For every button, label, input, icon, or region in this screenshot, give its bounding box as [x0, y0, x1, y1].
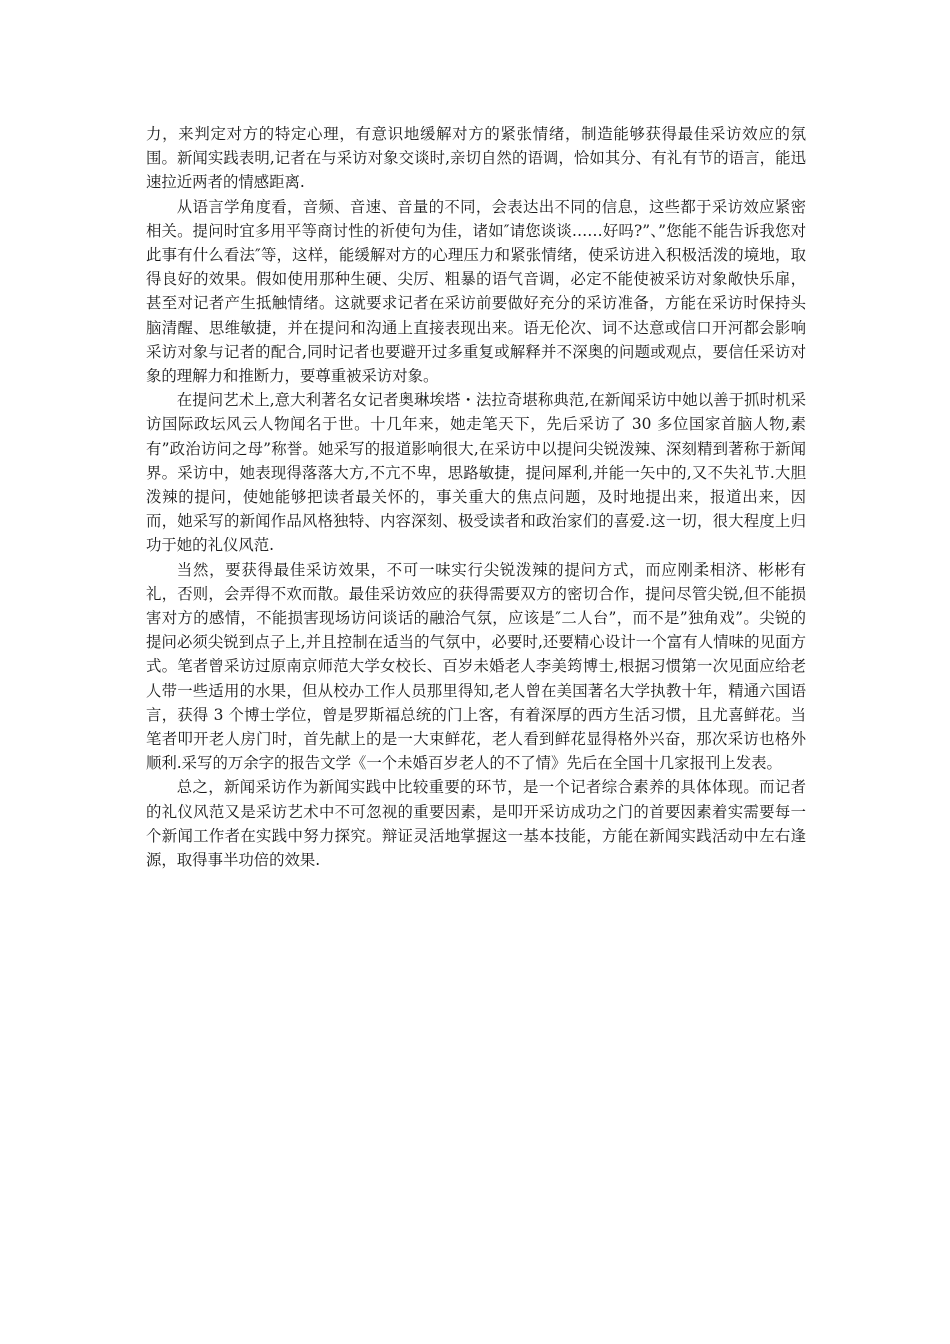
- paragraph-fallaci: 在提问艺术上,意大利著名女记者奥琳埃塔・法拉奇堪称典范,在新闻采访中她以善于抓时机采访国际政坛风云人物闻名于世。十几年来，她走笔天下，先后采访了 30 多位国家首脑人物,素有”政治访问之母”称誉。她采写的报道影响很大,在采访中以提问尖锐泼辣、深刻精到著称于新闻界。采访中，她表现得落落大方,不亢不卑，思路敏捷，提问犀利,并能一矢中的,又不失礼节.大胆泼辣的提问，使她能够把读者最关怀的，事关重大的焦点问题，及时地提出来，报道出来，因而，她采写的新闻作品风格独特、内容深刻、极受读者和政治家们的喜爱.这一切，很大程度上归功于她的礼仪风范.: [146, 391, 806, 555]
- paragraph-conclusion: 总之，新闻采访作为新闻实践中比较重要的环节，是一个记者综合素养的具体体现。而记者的礼仪风范又是采访艺术中不可忽视的重要因素，是叩开采访成功之门的首要因素着实需要每一个新闻工作者在实践中努力探究。辩证灵活地掌握这一基本技能，方能在新闻实践活动中左右逢源，取得事半功倍的效果.: [146, 778, 806, 870]
- paragraph-continuation: 力，来判定对方的特定心理，有意识地缓解对方的紧张情绪，制造能够获得最佳采访效应的氛围。新闻实践表明,记者在与采访对象交谈时,亲切自然的语调，恰如其分、有礼有节的语言，能迅速拉近两者的情感距离.: [146, 125, 806, 192]
- paragraph-balance: 当然，要获得最佳采访效果，不可一味实行尖锐泼辣的提问方式，而应刚柔相济、彬彬有礼，否则，会弄得不欢而散。最佳采访效应的获得需要双方的密切合作，提问尽管尖锐,但不能损害对方的感情，不能损害现场访问谈话的融洽气氛，应该是″二人台”，而不是”独角戏”。尖锐的提问必须尖锐到点子上,并且控制在适当的气氛中，必要时,还要精心设计一个富有人情味的见面方式。笔者曾采访过原南京师范大学女校长、百岁未婚老人李美筠博士,根据习惯第一次见面应给老人带一些适用的水果，但从校办工作人员那里得知,老人曾在美国著名大学执教十年，精通六国语言，获得 3 个博士学位，曾是罗斯福总统的门上客，有着深厚的西方生活习惯，且尤喜鲜花。当笔者叩开老人房门时，首先献上的是一大束鲜花，老人看到鲜花显得格外兴奋，那次采访也格外顺利.采写的万余字的报告文学《一个未婚百岁老人的不了情》先后在全国十几家报刊上发表。: [146, 560, 806, 773]
- document-body: [146, 122, 806, 872]
- paragraph-linguistics: 从语言学角度看，音频、音速、音量的不同，会表达出不同的信息，这些都于采访效应紧密相关。提问时宜多用平等商讨性的祈使句为佳，诸如″请您谈谈……好吗?”、”您能不能告诉我您对此事有什么看法″等，这样，能缓解对方的心理压力和紧张情绪，使采访进入积极活泼的境地，取得良好的效果。假如使用那种生硬、尖厉、粗暴的语气音调，必定不能使被采访对象敞快乐扉，甚至对记者产生抵触情绪。这就要求记者在采访前要做好充分的采访准备，方能在采访时保持头脑清醒、思维敏捷，并在提问和沟通上直接表现出来。语无伦次、词不达意或信口开河都会影响采访对象与记者的配合,同时记者也要避开过多重复或解释并不深奥的问题或观点，要信任采访对象的理解力和推断力，要尊重被采访对象。: [146, 197, 806, 386]
